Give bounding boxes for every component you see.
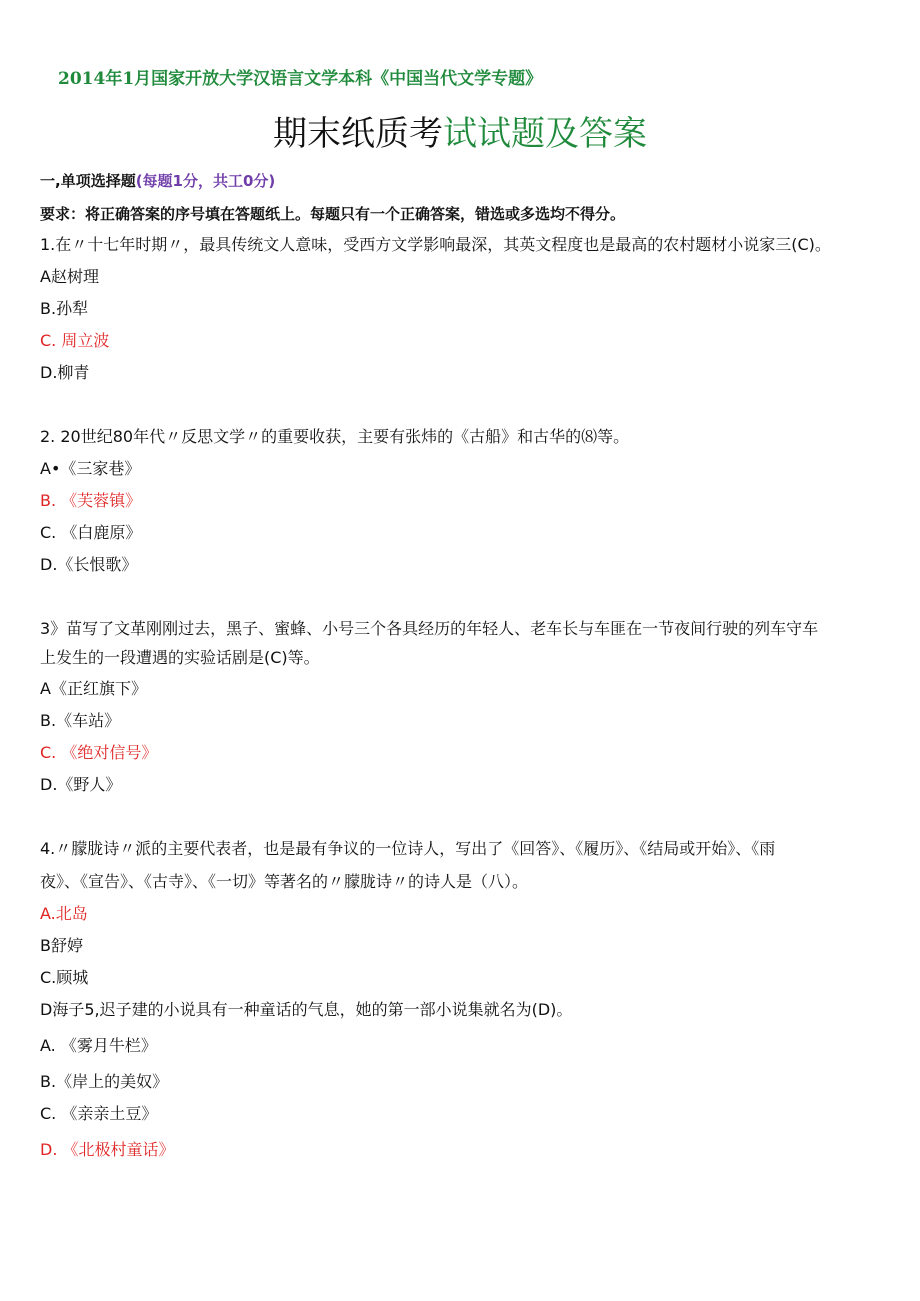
q5-option-a: A. 《雾月牛栏》 (40, 1036, 157, 1055)
q5-option-d: D. 《北极村童话》 (40, 1140, 175, 1159)
question-4-line-1: 4.〃朦胧诗〃派的主要代表者，也是最有争议的一位诗人，写出了《回答》、《履历》、《结局或开始》、《雨 (40, 839, 776, 858)
q3-option-b: B.《车站》 (40, 711, 121, 730)
requirement-text: 要求：将正确答案的序号填在答题纸上。每题只有一个正确答案，错选或多选均不得分。 (40, 205, 626, 223)
section-heading (40, 170, 275, 191)
exam-header (58, 64, 542, 89)
q4-option-d-and-question-5: D海子5,迟子建的小说具有一种童话的气息，她的第一部小说集就名为(D)。 (40, 1000, 573, 1019)
section-label: 一,单项选择题 (40, 172, 136, 190)
q1-option-b: B.孙犁 (40, 299, 89, 318)
q4-option-a: A.北岛 (40, 904, 88, 923)
question-3-line-1: 3》苗写了文革刚刚过去，黑子、蜜蜂、小号三个各具经历的年轻人、老车长与车匪在一节夜间行驶的列车守车 (40, 619, 819, 638)
title-part2: 试试题及答案 (443, 114, 647, 154)
q4-option-b: B舒婷 (40, 936, 83, 955)
q2-option-b: B. 《芙蓉镇》 (40, 491, 142, 510)
q2-option-a: A•《三家巷》 (40, 459, 141, 478)
title-part1: 期末纸质考 (273, 114, 443, 154)
q1-option-c: C. 周立波 (40, 331, 110, 350)
question-2: 2. 20世纪80年代〃反思文学〃的重要收获，主要有张炜的《古船》和古华的⑻等。 (40, 427, 630, 446)
question-3-line-2: 上发生的一段遭遇的实验话剧是(C)等。 (40, 648, 320, 667)
q3-option-a: A《正红旗下》 (40, 679, 147, 698)
section-note: (每题1分，共工0分) (135, 172, 276, 190)
q2-option-c: C. 《白鹿原》 (40, 523, 142, 542)
header-course: 《中国当代文学专题》 (372, 69, 543, 89)
q5-option-c: C. 《亲亲土豆》 (40, 1104, 158, 1123)
q1-option-d: D.柳青 (40, 363, 90, 382)
q3-option-c: C. 《绝对信号》 (40, 743, 158, 762)
q1-option-a: A赵树理 (40, 267, 99, 286)
q5-option-b: B.《岸上的美奴》 (40, 1072, 169, 1091)
page-title (0, 106, 920, 155)
q3-option-d: D.《野人》 (40, 775, 122, 794)
question-4-line-2: 夜》、《宣告》、《古寺》、《一切》等著名的〃朦胧诗〃的诗人是（八）。 (40, 872, 529, 891)
header-prefix: 2014年1月国家开放大学汉语言文学本科 (58, 69, 373, 89)
q2-option-d: D.《长恨歌》 (40, 555, 138, 574)
q4-option-c: C.顾城 (40, 968, 89, 987)
question-1: 1.在〃十七年时期〃，最具传统文人意味，受西方文学影响最深，其英文程度也是最高的农村题材小说家三(C)。 (40, 235, 831, 254)
